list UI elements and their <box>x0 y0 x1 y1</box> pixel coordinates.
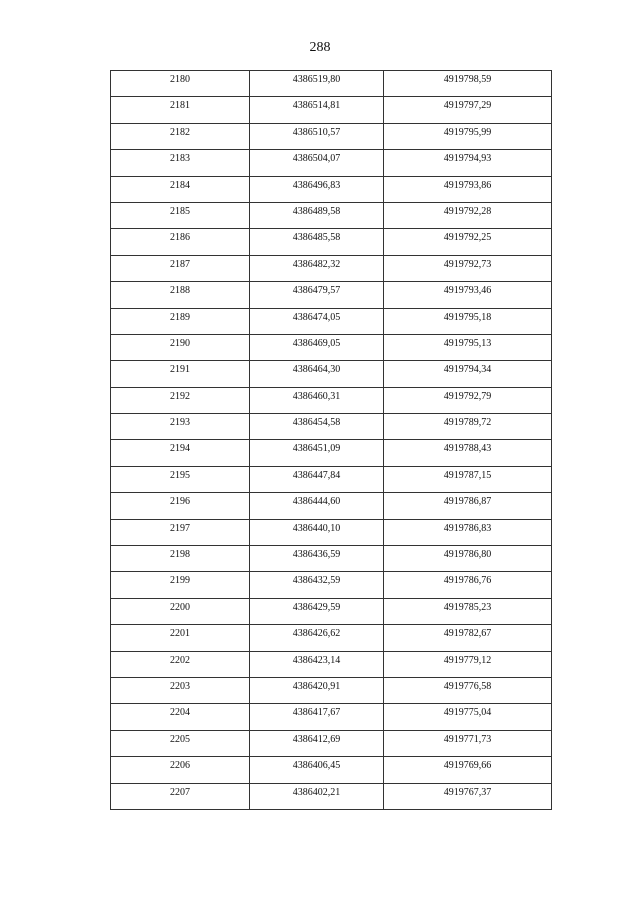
table-row <box>111 546 552 572</box>
x-coordinate-cell: 4386460,31 <box>250 387 384 413</box>
table-row <box>111 282 552 308</box>
point-number-cell: 2190 <box>111 334 250 360</box>
x-coordinate-cell: 4386420,91 <box>250 677 384 703</box>
point-number-cell: 2205 <box>111 730 250 756</box>
y-coordinate-cell: 4919786,87 <box>384 493 552 519</box>
table-row <box>111 704 552 730</box>
x-coordinate-cell: 4386432,59 <box>250 572 384 598</box>
point-number-cell: 2200 <box>111 598 250 624</box>
table-row <box>111 440 552 466</box>
point-number-cell: 2182 <box>111 123 250 149</box>
y-coordinate-cell: 4919789,72 <box>384 414 552 440</box>
x-coordinate-cell: 4386519,80 <box>250 71 384 97</box>
point-number-cell: 2192 <box>111 387 250 413</box>
y-coordinate-cell: 4919793,46 <box>384 282 552 308</box>
table-row <box>111 150 552 176</box>
x-coordinate-cell: 4386482,32 <box>250 255 384 281</box>
x-coordinate-cell: 4386454,58 <box>250 414 384 440</box>
y-coordinate-cell: 4919767,37 <box>384 783 552 809</box>
x-coordinate-cell: 4386464,30 <box>250 361 384 387</box>
point-number-cell: 2183 <box>111 150 250 176</box>
y-coordinate-cell: 4919792,25 <box>384 229 552 255</box>
y-coordinate-cell: 4919792,73 <box>384 255 552 281</box>
point-number-cell: 2185 <box>111 202 250 228</box>
coordinates-table <box>110 70 552 810</box>
point-number-cell: 2193 <box>111 414 250 440</box>
table-row <box>111 519 552 545</box>
x-coordinate-cell: 4386447,84 <box>250 466 384 492</box>
table-row <box>111 71 552 97</box>
table-row <box>111 466 552 492</box>
y-coordinate-cell: 4919771,73 <box>384 730 552 756</box>
table-row <box>111 229 552 255</box>
y-coordinate-cell: 4919795,18 <box>384 308 552 334</box>
x-coordinate-cell: 4386489,58 <box>250 202 384 228</box>
table-row <box>111 97 552 123</box>
table-row <box>111 123 552 149</box>
y-coordinate-cell: 4919786,83 <box>384 519 552 545</box>
x-coordinate-cell: 4386469,05 <box>250 334 384 360</box>
point-number-cell: 2202 <box>111 651 250 677</box>
x-coordinate-cell: 4386406,45 <box>250 757 384 783</box>
table-row <box>111 598 552 624</box>
table-row <box>111 255 552 281</box>
point-number-cell: 2197 <box>111 519 250 545</box>
point-number-cell: 2199 <box>111 572 250 598</box>
y-coordinate-cell: 4919779,12 <box>384 651 552 677</box>
table-row <box>111 308 552 334</box>
y-coordinate-cell: 4919792,79 <box>384 387 552 413</box>
point-number-cell: 2180 <box>111 71 250 97</box>
point-number-cell: 2188 <box>111 282 250 308</box>
y-coordinate-cell: 4919782,67 <box>384 625 552 651</box>
y-coordinate-cell: 4919769,66 <box>384 757 552 783</box>
table-row <box>111 651 552 677</box>
x-coordinate-cell: 4386510,57 <box>250 123 384 149</box>
x-coordinate-cell: 4386479,57 <box>250 282 384 308</box>
y-coordinate-cell: 4919798,59 <box>384 71 552 97</box>
table-row <box>111 334 552 360</box>
x-coordinate-cell: 4386429,59 <box>250 598 384 624</box>
table-row <box>111 730 552 756</box>
point-number-cell: 2184 <box>111 176 250 202</box>
point-number-cell: 2207 <box>111 783 250 809</box>
point-number-cell: 2206 <box>111 757 250 783</box>
x-coordinate-cell: 4386451,09 <box>250 440 384 466</box>
y-coordinate-cell: 4919793,86 <box>384 176 552 202</box>
x-coordinate-cell: 4386426,62 <box>250 625 384 651</box>
table-row <box>111 414 552 440</box>
point-number-cell: 2195 <box>111 466 250 492</box>
table-row <box>111 625 552 651</box>
page-number: 288 <box>309 40 331 55</box>
table-row <box>111 677 552 703</box>
x-coordinate-cell: 4386423,14 <box>250 651 384 677</box>
y-coordinate-cell: 4919785,23 <box>384 598 552 624</box>
x-coordinate-cell: 4386436,59 <box>250 546 384 572</box>
y-coordinate-cell: 4919795,13 <box>384 334 552 360</box>
y-coordinate-cell: 4919788,43 <box>384 440 552 466</box>
y-coordinate-cell: 4919776,58 <box>384 677 552 703</box>
table-row <box>111 387 552 413</box>
table-row <box>111 176 552 202</box>
point-number-cell: 2201 <box>111 625 250 651</box>
y-coordinate-cell: 4919787,15 <box>384 466 552 492</box>
point-number-cell: 2186 <box>111 229 250 255</box>
coordinates-table-body <box>111 71 552 810</box>
x-coordinate-cell: 4386417,67 <box>250 704 384 730</box>
y-coordinate-cell: 4919786,76 <box>384 572 552 598</box>
table-row <box>111 757 552 783</box>
point-number-cell: 2198 <box>111 546 250 572</box>
point-number-cell: 2196 <box>111 493 250 519</box>
y-coordinate-cell: 4919794,34 <box>384 361 552 387</box>
table-row <box>111 783 552 809</box>
x-coordinate-cell: 4386440,10 <box>250 519 384 545</box>
y-coordinate-cell: 4919775,04 <box>384 704 552 730</box>
y-coordinate-cell: 4919792,28 <box>384 202 552 228</box>
point-number-cell: 2187 <box>111 255 250 281</box>
x-coordinate-cell: 4386485,58 <box>250 229 384 255</box>
table-row <box>111 572 552 598</box>
y-coordinate-cell: 4919786,80 <box>384 546 552 572</box>
point-number-cell: 2203 <box>111 677 250 703</box>
x-coordinate-cell: 4386474,05 <box>250 308 384 334</box>
point-number-cell: 2204 <box>111 704 250 730</box>
x-coordinate-cell: 4386412,69 <box>250 730 384 756</box>
table-row <box>111 361 552 387</box>
y-coordinate-cell: 4919794,93 <box>384 150 552 176</box>
x-coordinate-cell: 4386504,07 <box>250 150 384 176</box>
table-row <box>111 493 552 519</box>
x-coordinate-cell: 4386444,60 <box>250 493 384 519</box>
x-coordinate-cell: 4386514,81 <box>250 97 384 123</box>
y-coordinate-cell: 4919795,99 <box>384 123 552 149</box>
point-number-cell: 2191 <box>111 361 250 387</box>
point-number-cell: 2194 <box>111 440 250 466</box>
y-coordinate-cell: 4919797,29 <box>384 97 552 123</box>
table-row <box>111 202 552 228</box>
point-number-cell: 2189 <box>111 308 250 334</box>
x-coordinate-cell: 4386496,83 <box>250 176 384 202</box>
point-number-cell: 2181 <box>111 97 250 123</box>
x-coordinate-cell: 4386402,21 <box>250 783 384 809</box>
